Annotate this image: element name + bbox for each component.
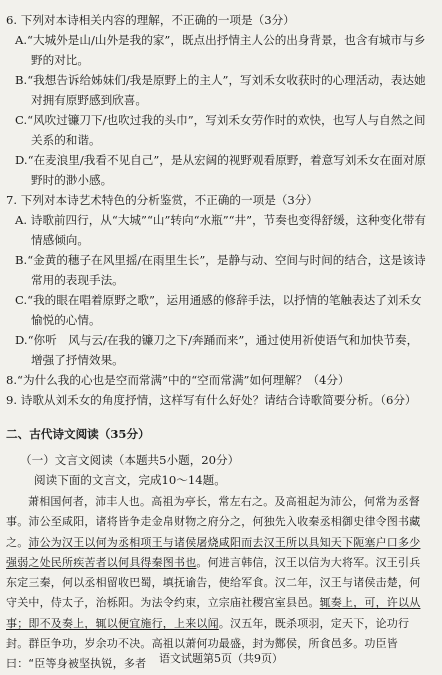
question-7-option-b: B.“金黄的穗子在风里摇/在雨里生长”，是静与动、空间与时间的结合，这是该诗常用的表现手法。	[15, 253, 426, 287]
subsection-heading: （一）文言文阅读（本题共5小题，20分）	[20, 453, 240, 467]
reading-instruction: 阅读下面的文言文，完成10～14题。	[34, 473, 226, 487]
question-7-option-d: D.“你听 风与云/在我的镰刀之下/奔踊而来”，通过使用祈使语气和加快节奏，增强了抒情效果。	[15, 333, 419, 367]
question-7-stem: 7. 下列对本诗艺术特色的分析鉴赏，不正确的一项是（3分）	[6, 193, 318, 207]
question-9: 9. 诗歌从刘禾女的角度抒情，这样写有什么好处？请结合诗歌简要分析。（6分）	[6, 393, 417, 407]
classical-passage	[6, 492, 428, 675]
question-6-option-a: A.“大城外是山/山外是我的家”，既点出抒情主人公的出身背景，也含有城市与乡野的对比。	[15, 33, 426, 67]
question-7	[6, 190, 428, 370]
question-6-stem: 6. 下列对本诗相关内容的理解，不正确的一项是（3分）	[6, 13, 295, 27]
section-heading: 二、古代诗文阅读（35分）	[6, 427, 150, 441]
question-7-option-a: A. 诗歌前四行，从“大城”“山”转向“水瓶”“井”，节奏也变得舒缓，这种变化带有情感倾向。	[15, 213, 426, 247]
question-6-option-d: D.“在麦浪里/我看不见自己”，是从宏阔的视野观看原野，着意写刘禾女在面对原野时的渺小感。	[15, 153, 426, 187]
question-6-option-b: B.“我想告诉给姊妹们/我是原野上的主人”，写刘禾女收获时的心理活动，表达她对拥有原野感到欣喜。	[15, 73, 426, 107]
question-8: 8.“为什么我的心也是空而常满”中的“空而常满”如何理解？（4分）	[6, 373, 350, 387]
passage-text-2: 。何进言韩信，汉王以信为大将军。汉王引兵东定三秦，何以丞相留收巴蜀，填抚谕告，使给军食。汉二年，汉王与诸侯击楚，何守关中，侍太子，治栎阳。为法令约束，立宗庙社稷宫室县邑。	[6, 555, 421, 610]
page-footer: 语文试题第5页（共9页）	[159, 652, 283, 665]
passage-text-3: 。汉五年，既杀项羽，定天下，论功行封。群臣争功，岁余功不决。高祖以萧何功最盛，封为酂侯，所食邑多。功臣皆曰：“臣等身被坚执锐，多者	[6, 616, 410, 671]
question-6	[6, 10, 428, 190]
question-6-option-c: C.“风吹过镰刀下/也吹过我的头巾”，写刘禾女劳作时的欢快，也写人与自然之间关系的和谐。	[15, 113, 426, 147]
passage-underlined-1: 沛公为汉王以何为丞相项王与诸侯屠烧咸阳而去汉王所以具知天下阨塞户口多少强弱之处民所疾苦者以何具得秦图书也	[6, 535, 421, 569]
passage-text-1: 萧相国何者，沛丰人也。高祖为亭长，常左右之。及高祖起为沛公，何常为丞督事。沛公至咸阳，诸将皆争走金帛财物之府分之，何独先入收秦丞相御史律令图书藏之。	[6, 495, 421, 549]
question-7-option-c: C.“我的眼在唱着原野之歌”，运用通感的修辞手法，以抒情的笔触表达了刘禾女愉悦的心情。	[15, 293, 422, 327]
passage-underlined-2: 辄奏上，可，许以从事；即不及奏上，辄以便宜施行，上来以闻	[6, 596, 421, 630]
